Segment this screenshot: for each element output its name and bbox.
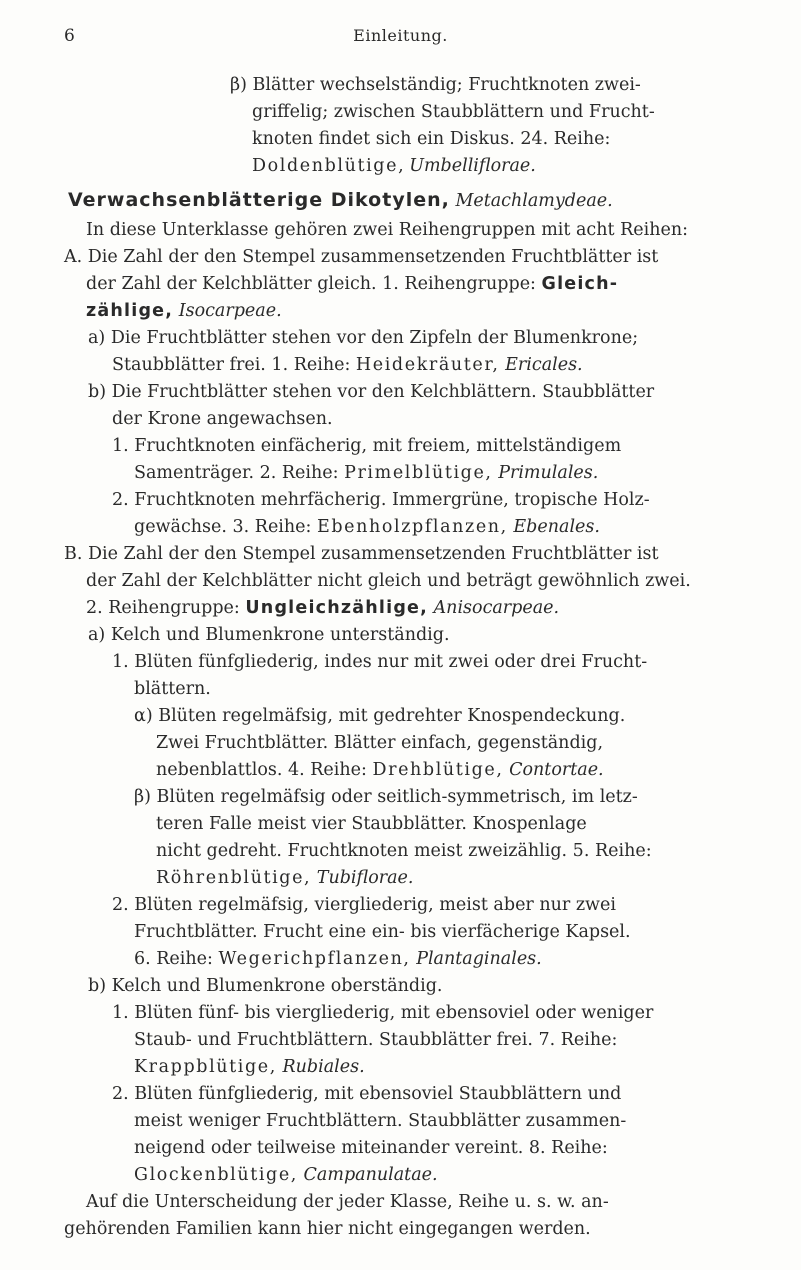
text-line: 2. Reihengruppe: Ungleichzählige, Anisocarpeae.	[86, 598, 560, 618]
text-line: meist weniger Fruchtblättern. Staubblätter zusammen-	[134, 1111, 627, 1131]
text-line: Zwei Fruchtblätter. Blätter einfach, gegenständig,	[156, 733, 604, 753]
latin-name: Rubiales.	[282, 1057, 365, 1077]
group-name: Gleich-	[541, 274, 619, 294]
text-line: der Zahl der Kelchblätter nicht gleich und beträgt gewöhnlich zwei.	[86, 571, 691, 591]
text-line: 1. Blüten fünf- bis viergliederig, mit ebensoviel oder weniger	[112, 1003, 654, 1023]
latin-name: Campanulatae.	[303, 1165, 438, 1185]
text-line: A. Die Zahl der den Stempel zusammensetzenden Fruchtblätter ist	[64, 247, 659, 267]
latin-name: Ebenales.	[513, 517, 600, 537]
group-name: Ungleichzählige,	[245, 598, 428, 618]
series-name: Drehblütige,	[372, 760, 504, 780]
text-line	[134, 1164, 438, 1186]
text-line: b) Die Fruchtblätter stehen vor den Kelchblättern. Staubblätter	[88, 382, 655, 402]
text-line: B. Die Zahl der den Stempel zusammensetzenden Fruchtblätter ist	[64, 544, 659, 564]
text-line: b) Kelch und Blumenkrone oberständig.	[88, 976, 443, 996]
latin-name: Anisocarpeae.	[433, 598, 560, 618]
text-line: Fruchtblätter. Frucht eine ein- bis vierfächerige Kapsel.	[134, 922, 631, 942]
text-line: teren Falle meist vier Staubblätter. Knospenlage	[156, 814, 587, 834]
series-name: Primelblütige,	[344, 463, 493, 483]
text-line: β) Blätter wechselständig; Fruchtknoten zwei-	[230, 75, 641, 95]
text-line: 6. Reihe: Wegerichpflanzen, Plantaginales.	[134, 949, 542, 969]
text-line: nicht gedreht. Fruchtknoten meist zweizählig. 5. Reihe:	[156, 841, 652, 861]
text-line	[134, 1056, 365, 1078]
section-heading	[68, 189, 613, 212]
latin-name: Isocarpeae.	[178, 301, 282, 321]
text-line: griffelig; zwischen Staubblättern und Frucht-	[252, 102, 655, 122]
latin-name: Ericales.	[505, 355, 583, 375]
series-name: Wegerichpflanzen,	[218, 949, 411, 969]
text-line: knoten findet sich ein Diskus. 24. Reihe:	[252, 129, 611, 149]
text-line: a) Die Fruchtblätter stehen vor den Zipfeln der Blumenkrone;	[88, 328, 639, 348]
text-line: neigend oder teilweise miteinander vereint. 8. Reihe:	[134, 1138, 608, 1158]
text-line: Staubblätter frei. 1. Reihe: Heidekräuter, Ericales.	[112, 355, 583, 375]
latin-name: Primulales.	[498, 463, 599, 483]
series-name: Heidekräuter,	[355, 355, 500, 375]
series-name: Glockenblütige,	[134, 1165, 298, 1185]
text-line: α) Blüten regelmäfsig, mit gedrehter Knospendeckung.	[134, 706, 626, 726]
text-line: Staub- und Fruchtblättern. Staubblätter frei. 7. Reihe:	[134, 1030, 618, 1050]
text-line: Samenträger. 2. Reihe: Primelblütige, Primulales.	[134, 463, 599, 483]
text-line: 2. Fruchtknoten mehrfächerig. Immergrüne, tropische Holz-	[112, 490, 650, 510]
text-line: blättern.	[134, 679, 211, 699]
text-line: der Zahl der Kelchblätter gleich. 1. Reihengruppe: Gleich-	[86, 274, 619, 294]
text-line: nebenblattlos. 4. Reihe: Drehblütige, Contortae.	[156, 760, 604, 780]
text-line: 2. Blüten regelmäfsig, viergliederig, meist aber nur zwei	[112, 895, 616, 915]
text-line: a) Kelch und Blumenkrone unterständig.	[88, 625, 450, 645]
text-line	[86, 300, 282, 322]
page-number: 6	[64, 26, 75, 46]
series-name: Doldenblütige	[252, 156, 399, 176]
text-line: gewächse. 3. Reihe: Ebenholzpflanzen, Ebenales.	[134, 517, 600, 537]
text-line: In diese Unterklasse gehören zwei Reihengruppen mit acht Reihen:	[86, 220, 688, 240]
group-name: zählige,	[86, 301, 174, 321]
series-name: Krappblütige,	[134, 1057, 277, 1077]
series-name: Röhrenblütige,	[156, 868, 312, 888]
text-line: 1. Fruchtknoten einfächerig, mit freiem, mittelständigem	[112, 436, 622, 456]
text-line: gehörenden Familien kann hier nicht eingegangen werden.	[64, 1219, 591, 1239]
latin-name: Tubiflorae.	[316, 868, 414, 888]
series-name: Ebenholzpflanzen,	[317, 517, 508, 537]
text-line	[156, 867, 413, 889]
text-line: Auf die Unterscheidung der jeder Klasse, Reihe u. s. w. an-	[86, 1192, 609, 1212]
latin-name: Umbelliflorae.	[409, 156, 536, 176]
text-line: β) Blüten regelmäfsig oder seitlich-symmetrisch, im letz-	[134, 787, 638, 807]
text-line: 2. Blüten fünfgliederig, mit ebensoviel Staubblättern und	[112, 1084, 622, 1104]
heading-text: Verwachsenblätterige Dikotylen,	[68, 189, 450, 211]
text-line: 1. Blüten fünfgliederig, indes nur mit zwei oder drei Frucht-	[112, 652, 648, 672]
latin-name: Plantaginales.	[416, 949, 542, 969]
latin-name: Metachlamydeae.	[455, 191, 613, 211]
running-title: Einleitung.	[353, 26, 448, 45]
text-line: der Krone angewachsen.	[112, 409, 333, 429]
latin-name: Contortae.	[509, 760, 604, 780]
text-line: Doldenblütige, Umbelliflorae.	[252, 156, 536, 176]
